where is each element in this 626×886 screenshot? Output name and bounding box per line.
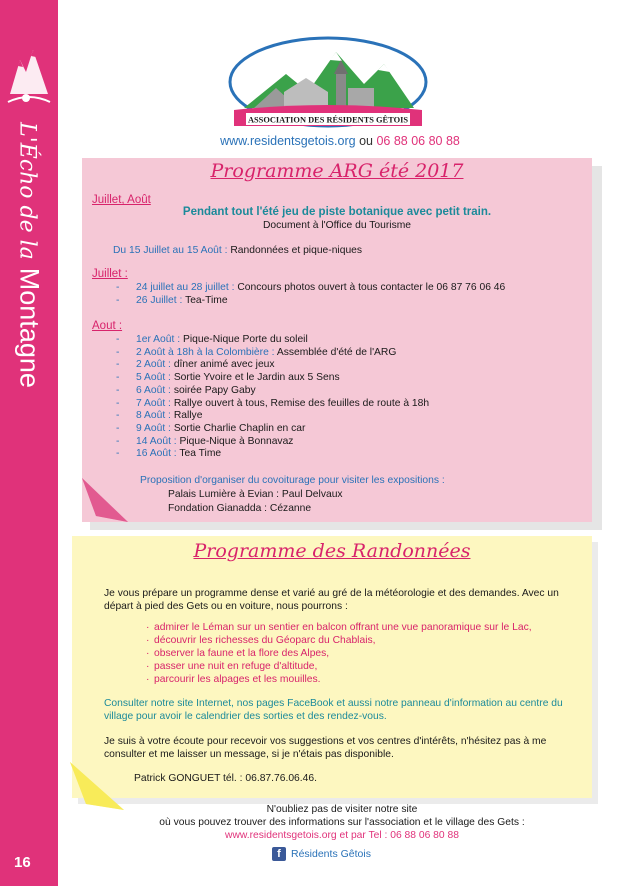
- event-text: dîner animé avec jeux: [173, 359, 275, 371]
- hike-dates: Du 15 Juillet au 15 Août :: [113, 245, 228, 256]
- list-item: · passer une nuit en refuge d'altitude,: [146, 660, 532, 673]
- event-date: 2 Août à 18h à la Colombière :: [136, 346, 275, 358]
- event-text: Pique-Nique à Bonnavaz: [179, 435, 294, 447]
- event-date: 14 Août :: [136, 435, 177, 447]
- list-item: · observer la faune et la flore des Alpes,: [146, 647, 532, 660]
- july-event-list: [116, 282, 505, 307]
- event-date: 24 juillet au 28 juillet :: [136, 282, 235, 293]
- list-item: [116, 282, 505, 295]
- sidebar-band: [0, 0, 58, 886]
- page-curl-icon: [78, 476, 128, 524]
- event-date: 2 Août :: [136, 359, 171, 371]
- event-text: Rallye ouvert à tous, Remise des feuilles de route à 18h: [173, 397, 430, 409]
- event-text: Sortie Yvoire et le Jardin aux 5 Sens: [173, 372, 340, 384]
- rando-bullet-list: [146, 621, 532, 686]
- expo-1: Palais Lumière à Evian : Paul Delvaux: [168, 489, 343, 500]
- list-item: [116, 385, 429, 398]
- event-date: 16 Août :: [136, 448, 177, 460]
- association-logo: [224, 34, 432, 130]
- list-item: [116, 423, 429, 436]
- facebook-label: Résidents Gêtois: [291, 848, 371, 860]
- list-item: · parcourir les alpages et les mouilles.: [146, 673, 532, 686]
- section-july: Juillet :: [92, 268, 128, 280]
- hike-line: [113, 245, 362, 256]
- association-logo-text: ASSOCIATION DES RÉSIDENTS GÊTOIS: [247, 115, 409, 125]
- list-item: [116, 372, 429, 385]
- facebook-link[interactable]: [272, 846, 371, 862]
- event-text: Tea-Time: [185, 294, 228, 306]
- event-text: Rallye: [173, 410, 203, 422]
- rando-consult: Consulter notre site Internet, nos pages FaceBook et aussi notre panneau d'information au centre du village pour avoir le calendrier des sorties et des rendez-vous.: [104, 698, 563, 722]
- list-item: · découvrir les richesses du Géoparc du Chablais,: [146, 634, 532, 647]
- list-item: [116, 334, 429, 347]
- list-item: [116, 410, 429, 423]
- hike-text: Randonnées et pique-niques: [230, 245, 363, 256]
- rando-signature: Patrick GONGUET tél. : 06.87.76.06.46.: [134, 773, 317, 784]
- header-website-link[interactable]: www.residentsgetois.org: [220, 134, 356, 148]
- footer-website-link[interactable]: www.residentsgetois.org et par Tel : 06 88 06 80 88: [225, 830, 459, 841]
- magazine-title-main: Montagne: [14, 267, 45, 388]
- botanic-line: Pendant tout l'été jeu de piste botanique avec petit train.: [182, 206, 492, 218]
- list-item: [116, 436, 429, 449]
- magazine-title: [8, 120, 50, 390]
- list-item: [116, 359, 429, 372]
- header-phone: 06 88 06 80 88: [376, 134, 460, 148]
- list-item: · admirer le Léman sur un sentier en balcon offrant une vue panoramique sur le Lac,: [146, 621, 532, 634]
- list-item: [116, 347, 429, 360]
- list-item: [116, 398, 429, 411]
- header-contact: [150, 134, 530, 148]
- event-date: 7 Août :: [136, 397, 171, 409]
- section-july-august: Juillet, Août: [92, 194, 151, 206]
- rando-intro: Je vous prépare un programme dense et varié au gré de la météorologie et des demandes. Avec un départ à pied des Gets ou en voiture, nous pourrons :: [104, 588, 559, 612]
- footer: [58, 803, 626, 842]
- list-item: [116, 448, 429, 461]
- event-date: 5 Août :: [136, 372, 171, 384]
- rando-listen: Je suis à votre écoute pour recevoir vos suggestions et vos centres d'intérêts, n'hésitez pas à me consulter et me laisser un message, si je n'étais pas disponible.: [104, 736, 547, 760]
- august-event-list: [116, 334, 429, 461]
- section-august: Aout :: [92, 320, 123, 332]
- event-text: Concours photos ouvert à tous contacter le 06 87 76 06 46: [237, 282, 506, 293]
- footer-line-1: N'oubliez pas de visiter notre site: [266, 804, 418, 815]
- event-text: Sortie Charlie Chaplin en car: [173, 422, 306, 434]
- event-date: 9 Août :: [136, 422, 171, 434]
- programme-arg-title: Programme ARG été 2017: [210, 160, 464, 182]
- carpool-line: Proposition d'organiser du covoiturage pour visiter les expositions :: [140, 475, 445, 486]
- header-or: ou: [359, 134, 373, 148]
- event-date: 6 Août :: [136, 384, 171, 396]
- list-item: [116, 295, 505, 308]
- expo-2: Fondation Gianadda : Cézanne: [168, 503, 312, 514]
- event-date: 1er Août :: [136, 334, 181, 345]
- event-text: Tea Time: [179, 448, 222, 460]
- facebook-icon: f: [272, 847, 286, 861]
- tourism-line: Document à l'Office du Tourisme: [262, 220, 412, 231]
- event-text: Assemblée d'été de l'ARG: [276, 346, 397, 358]
- event-text: soirée Papy Gaby: [173, 384, 256, 396]
- footer-line-2: où vous pouvez trouver des informations sur l'association et le village des Gets :: [159, 817, 525, 828]
- magazine-title-script: L'Écho de la: [14, 122, 40, 260]
- programme-rando-title: Programme des Randonnées: [193, 540, 471, 562]
- page-number: 16: [14, 854, 31, 871]
- event-text: Pique-Nique Porte du soleil: [182, 334, 308, 345]
- event-date: 8 Août :: [136, 410, 171, 422]
- mountain-logo-icon: [6, 36, 52, 106]
- event-date: 26 Juillet :: [136, 294, 183, 306]
